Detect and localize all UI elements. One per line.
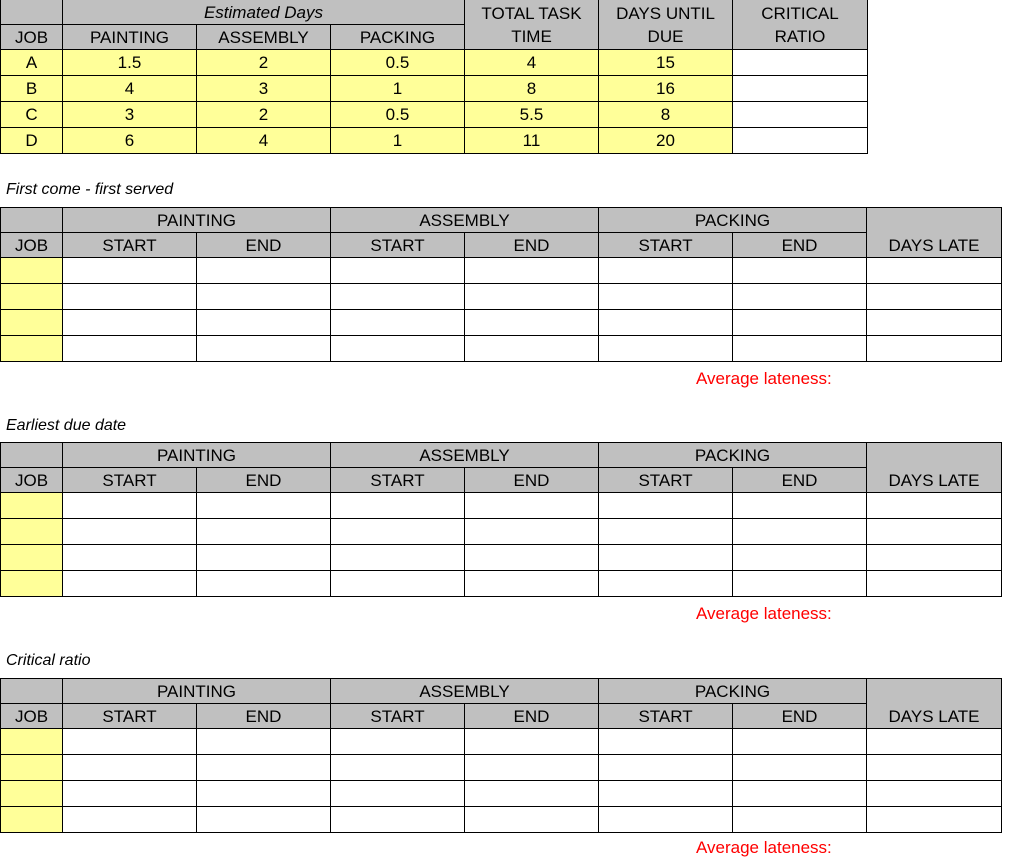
packing-end-cell[interactable] — [733, 729, 867, 755]
job-header-blank — [1, 443, 63, 468]
packing-end-cell[interactable] — [733, 545, 867, 571]
table-row — [1, 781, 1002, 807]
painting-cell[interactable]: 3 — [63, 102, 197, 128]
packing-end-cell[interactable] — [733, 258, 867, 284]
painting-start-cell[interactable] — [63, 545, 197, 571]
job-data-table — [0, 0, 868, 154]
assembly-end-cell[interactable] — [465, 336, 599, 362]
packing-start-cell[interactable] — [599, 571, 733, 597]
table-row — [1, 50, 868, 76]
assembly-group-header: ASSEMBLY — [331, 679, 599, 704]
start-column-header: START — [331, 704, 465, 729]
table-row — [1, 102, 868, 128]
assembly-cell[interactable]: 3 — [197, 76, 331, 102]
painting-end-cell[interactable] — [197, 545, 331, 571]
table-row — [1, 336, 1002, 362]
painting-start-cell[interactable] — [63, 781, 197, 807]
job-input-cell[interactable] — [1, 807, 63, 833]
assembly-start-cell[interactable] — [331, 571, 465, 597]
table-row — [1, 571, 1002, 597]
end-column-header: END — [465, 468, 599, 493]
estimated-days-header: Estimated Days — [63, 0, 465, 25]
days-until-due-header — [599, 0, 733, 50]
table-row — [1, 310, 1002, 336]
days-late-cell[interactable] — [867, 755, 1002, 781]
packing-start-cell[interactable] — [599, 258, 733, 284]
job-input-cell[interactable] — [1, 258, 63, 284]
table-row — [1, 76, 868, 102]
table-row — [1, 545, 1002, 571]
section-title-edd: Earliest due date — [6, 417, 127, 434]
assembly-cell[interactable]: 2 — [197, 50, 331, 76]
ratio-cell[interactable] — [733, 102, 868, 128]
painting-start-cell[interactable] — [63, 258, 197, 284]
packing-end-cell[interactable] — [733, 284, 867, 310]
table-row — [1, 493, 1002, 519]
job-input-cell[interactable] — [1, 571, 63, 597]
painting-start-cell[interactable] — [63, 493, 197, 519]
days-late-header: DAYS LATE — [867, 443, 1002, 493]
assembly-group-header: ASSEMBLY — [331, 443, 599, 468]
days-late-cell[interactable] — [867, 493, 1002, 519]
schedule-table-edd — [0, 442, 1002, 597]
assembly-start-cell[interactable] — [331, 781, 465, 807]
job-header-blank — [1, 0, 63, 25]
painting-end-cell[interactable] — [197, 284, 331, 310]
packing-end-cell[interactable] — [733, 310, 867, 336]
due-cell[interactable]: 20 — [599, 128, 733, 154]
assembly-start-cell[interactable] — [331, 258, 465, 284]
job-input-cell[interactable] — [1, 545, 63, 571]
painting-start-cell[interactable] — [63, 336, 197, 362]
start-column-header: START — [599, 233, 733, 258]
average-lateness-label-fcfs: Average lateness: — [696, 369, 832, 388]
table-row — [1, 729, 1002, 755]
packing-start-cell[interactable] — [599, 729, 733, 755]
start-column-header: START — [63, 233, 197, 258]
painting-end-cell[interactable] — [197, 781, 331, 807]
ratio-cell[interactable] — [733, 76, 868, 102]
painting-end-cell[interactable] — [197, 336, 331, 362]
start-column-header: START — [599, 468, 733, 493]
painting-start-cell[interactable] — [63, 807, 197, 833]
days-late-cell[interactable] — [867, 571, 1002, 597]
assembly-start-cell[interactable] — [331, 336, 465, 362]
assembly-end-cell[interactable] — [465, 755, 599, 781]
assembly-end-cell[interactable] — [465, 571, 599, 597]
days-late-cell[interactable] — [867, 807, 1002, 833]
total-cell[interactable]: 4 — [465, 50, 599, 76]
assembly-start-cell[interactable] — [331, 807, 465, 833]
days-late-header: DAYS LATE — [867, 679, 1002, 729]
due-cell[interactable]: 8 — [599, 102, 733, 128]
total-cell[interactable]: 8 — [465, 76, 599, 102]
start-column-header: START — [63, 468, 197, 493]
packing-group-header: PACKING — [599, 679, 867, 704]
job-input-cell[interactable] — [1, 755, 63, 781]
packing-start-cell[interactable] — [599, 336, 733, 362]
days-late-header: DAYS LATE — [867, 208, 1002, 258]
table-row — [1, 755, 1002, 781]
assembly-cell[interactable]: 2 — [197, 102, 331, 128]
painting-start-cell[interactable] — [63, 571, 197, 597]
assembly-column-header: ASSEMBLY — [197, 25, 331, 50]
table-row — [1, 284, 1002, 310]
painting-start-cell[interactable] — [63, 519, 197, 545]
total-cell[interactable]: 5.5 — [465, 102, 599, 128]
packing-cell[interactable]: 1 — [331, 76, 465, 102]
packing-end-cell[interactable] — [733, 336, 867, 362]
job-input-cell[interactable] — [1, 781, 63, 807]
average-lateness-label-edd: Average lateness: — [696, 604, 832, 623]
days-late-cell[interactable] — [867, 519, 1002, 545]
packing-group-header: PACKING — [599, 208, 867, 233]
ratio-header-line1: CRITICAL — [761, 3, 839, 23]
assembly-start-cell[interactable] — [331, 729, 465, 755]
job-input-cell[interactable] — [1, 519, 63, 545]
ratio-cell[interactable] — [733, 50, 868, 76]
days-late-cell[interactable] — [867, 545, 1002, 571]
packing-cell[interactable]: 0.5 — [331, 50, 465, 76]
start-column-header: START — [331, 233, 465, 258]
painting-end-cell[interactable] — [197, 493, 331, 519]
assembly-start-cell[interactable] — [331, 545, 465, 571]
packing-cell[interactable]: 0.5 — [331, 102, 465, 128]
assembly-start-cell[interactable] — [331, 755, 465, 781]
end-column-header: END — [465, 233, 599, 258]
start-column-header: START — [331, 468, 465, 493]
end-column-header: END — [197, 704, 331, 729]
critical-ratio-header — [733, 0, 868, 50]
days-late-cell[interactable] — [867, 310, 1002, 336]
assembly-end-cell[interactable] — [465, 545, 599, 571]
packing-end-cell[interactable] — [733, 493, 867, 519]
days-late-cell[interactable] — [867, 729, 1002, 755]
assembly-start-cell[interactable] — [331, 310, 465, 336]
section-title-critical-ratio: Critical ratio — [6, 652, 91, 669]
start-column-header: START — [599, 704, 733, 729]
end-column-header: END — [733, 468, 867, 493]
assembly-start-cell[interactable] — [331, 493, 465, 519]
assembly-end-cell[interactable] — [465, 284, 599, 310]
packing-start-cell[interactable] — [599, 493, 733, 519]
painting-start-cell[interactable] — [63, 729, 197, 755]
days-late-cell[interactable] — [867, 258, 1002, 284]
job-input-cell[interactable] — [1, 310, 63, 336]
end-column-header: END — [465, 704, 599, 729]
packing-start-cell[interactable] — [599, 284, 733, 310]
end-column-header: END — [197, 233, 331, 258]
assembly-start-cell[interactable] — [331, 284, 465, 310]
days-late-cell[interactable] — [867, 284, 1002, 310]
painting-end-cell[interactable] — [197, 310, 331, 336]
table-row — [1, 519, 1002, 545]
end-column-header: END — [733, 704, 867, 729]
painting-group-header: PAINTING — [63, 208, 331, 233]
schedule-table-critical-ratio — [0, 678, 1002, 833]
job-cell[interactable]: C — [1, 102, 63, 128]
packing-end-cell[interactable] — [733, 571, 867, 597]
painting-end-cell[interactable] — [197, 755, 331, 781]
packing-start-cell[interactable] — [599, 755, 733, 781]
painting-start-cell[interactable] — [63, 755, 197, 781]
schedule-table-fcfs — [0, 207, 1002, 362]
painting-start-cell[interactable] — [63, 310, 197, 336]
job-input-cell[interactable] — [1, 336, 63, 362]
assembly-group-header: ASSEMBLY — [331, 208, 599, 233]
painting-group-header: PAINTING — [63, 443, 331, 468]
table-row — [1, 807, 1002, 833]
due-header-line2: DUE — [647, 26, 684, 46]
packing-start-cell[interactable] — [599, 545, 733, 571]
job-column-header: JOB — [1, 25, 63, 50]
ratio-header-line2: RATIO — [774, 26, 826, 46]
packing-end-cell[interactable] — [733, 519, 867, 545]
total-cell[interactable]: 11 — [465, 128, 599, 154]
packing-group-header: PACKING — [599, 443, 867, 468]
job-cell[interactable]: A — [1, 50, 63, 76]
assembly-end-cell[interactable] — [465, 493, 599, 519]
job-input-cell[interactable] — [1, 284, 63, 310]
job-input-cell[interactable] — [1, 493, 63, 519]
table-row — [1, 258, 1002, 284]
packing-end-cell[interactable] — [733, 781, 867, 807]
painting-end-cell[interactable] — [197, 807, 331, 833]
assembly-end-cell[interactable] — [465, 781, 599, 807]
job-header-blank — [1, 679, 63, 704]
painting-cell[interactable]: 6 — [63, 128, 197, 154]
assembly-end-cell[interactable] — [465, 729, 599, 755]
assembly-end-cell[interactable] — [465, 519, 599, 545]
due-cell[interactable]: 15 — [599, 50, 733, 76]
end-column-header: END — [197, 468, 331, 493]
assembly-start-cell[interactable] — [331, 519, 465, 545]
start-column-header: START — [63, 704, 197, 729]
days-late-cell[interactable] — [867, 781, 1002, 807]
painting-cell[interactable]: 4 — [63, 76, 197, 102]
end-column-header: END — [733, 233, 867, 258]
total-header-line2: TIME — [511, 26, 552, 46]
days-late-cell[interactable] — [867, 336, 1002, 362]
packing-end-cell[interactable] — [733, 755, 867, 781]
painting-end-cell[interactable] — [197, 571, 331, 597]
total-task-time-header — [465, 0, 599, 50]
job-column-header: JOB — [1, 468, 63, 493]
painting-end-cell[interactable] — [197, 519, 331, 545]
packing-end-cell[interactable] — [733, 807, 867, 833]
job-cell[interactable]: B — [1, 76, 63, 102]
assembly-end-cell[interactable] — [465, 807, 599, 833]
painting-end-cell[interactable] — [197, 258, 331, 284]
painting-start-cell[interactable] — [63, 284, 197, 310]
table-row — [1, 128, 868, 154]
packing-cell[interactable]: 1 — [331, 128, 465, 154]
packing-start-cell[interactable] — [599, 310, 733, 336]
packing-column-header: PACKING — [331, 25, 465, 50]
average-lateness-label-critical-ratio: Average lateness: — [696, 838, 832, 857]
painting-group-header: PAINTING — [63, 679, 331, 704]
painting-column-header: PAINTING — [63, 25, 197, 50]
painting-end-cell[interactable] — [197, 729, 331, 755]
job-header-blank — [1, 208, 63, 233]
painting-cell[interactable]: 1.5 — [63, 50, 197, 76]
assembly-cell[interactable]: 4 — [197, 128, 331, 154]
due-cell[interactable]: 16 — [599, 76, 733, 102]
packing-start-cell[interactable] — [599, 519, 733, 545]
job-cell[interactable]: D — [1, 128, 63, 154]
ratio-cell[interactable] — [733, 128, 868, 154]
packing-start-cell[interactable] — [599, 781, 733, 807]
job-column-header: JOB — [1, 233, 63, 258]
job-input-cell[interactable] — [1, 729, 63, 755]
due-header-line1: DAYS UNTIL — [616, 3, 715, 23]
section-title-fcfs: First come - first served — [6, 181, 174, 198]
assembly-end-cell[interactable] — [465, 258, 599, 284]
packing-start-cell[interactable] — [599, 807, 733, 833]
job-column-header: JOB — [1, 704, 63, 729]
total-header-line1: TOTAL TASK — [481, 3, 582, 23]
assembly-end-cell[interactable] — [465, 310, 599, 336]
